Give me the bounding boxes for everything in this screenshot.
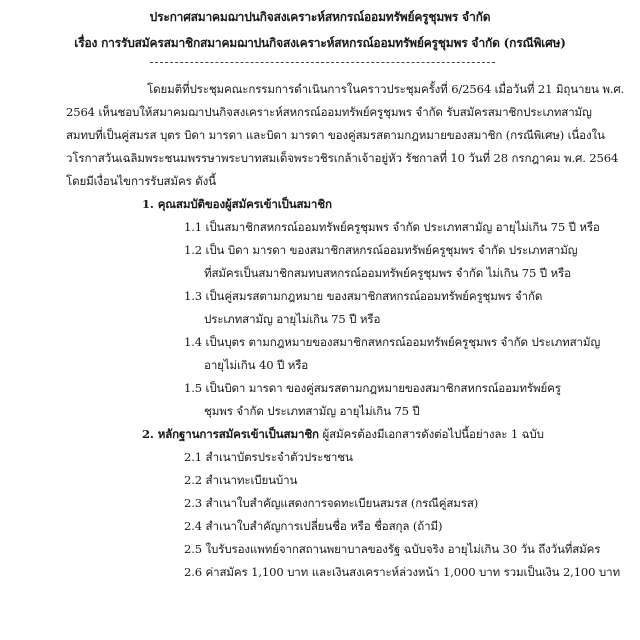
section-1-item-2: 1.2 เป็น บิดา มารดา ของสมาชิกสหกรณ์ออมทรัพย์ครูชุมพร จำกัด ประเภทสามัญ — [184, 243, 578, 257]
section-2-heading — [142, 427, 544, 441]
section-2-heading-rest: ผู้สมัครต้องมีเอกสารดังต่อไปนี้อย่างละ 1 ฉบับ — [318, 427, 544, 441]
section-1-heading: 1. คุณสมบัติของผู้สมัครเข้าเป็นสมาชิก — [142, 197, 332, 211]
section-2-item-1: 2.1 สำเนาบัตรประจำตัวประชาชน — [184, 450, 353, 464]
section-1-item-3-cont: ประเภทสามัญ อายุไม่เกิน 75 ปี หรือ — [204, 312, 381, 326]
announcement-subject: เรื่อง การรับสมัครสมาชิกสมาคมฌาปนกิจสงเคราะห์สหกรณ์ออมทรัพย์ครูชุมพร จำกัด (กรณีพิเศษ) — [74, 36, 566, 50]
header-divider — [150, 62, 495, 63]
section-2-item-2: 2.2 สำเนาทะเบียนบ้าน — [184, 473, 298, 487]
section-2-item-6: 2.6 ค่าสมัคร 1,100 บาท และเงินสงเคราะห์ล่วงหน้า 1,000 บาท รวมเป็นเงิน 2,100 บาท — [184, 565, 620, 579]
section-2-item-4: 2.4 สำเนาใบสำคัญการเปลี่ยนชื่อ หรือ ชื่อสกุล (ถ้ามี) — [184, 519, 443, 533]
section-2-heading-bold: 2. หลักฐานการสมัครเข้าเป็นสมาชิก — [142, 427, 319, 441]
intro-paragraph-line-5: โดยมีเงื่อนไขการรับสมัคร ดังนี้ — [66, 174, 216, 188]
section-2-item-3: 2.3 สำเนาใบสำคัญแสดงการจดทะเบียนสมรส (กรณีคู่สมรส) — [184, 496, 479, 510]
intro-paragraph-line-1: โดยมติที่ประชุมคณะกรรมการดำเนินการในคราวประชุมครั้งที่ 6/2564 เมื่อวันที่ 21 มิถุนายน พ.ศ. — [147, 82, 625, 96]
section-1-item-4: 1.4 เป็นบุตร ตามกฎหมายของสมาชิกสหกรณ์ออมทรัพย์ครูชุมพร จำกัด ประเภทสามัญ — [184, 335, 601, 349]
intro-paragraph-line-4: วโรกาสวันเฉลิมพระชนมพรรษาพระบาทสมเด็จพระวชิรเกล้าเจ้าอยู่หัว รัชกาลที่ 10 วันที่ 28 กรกฎาคม พ.ศ. 2564 — [66, 151, 619, 165]
section-1-item-2-cont: ที่สมัครเป็นสมาชิกสมทบสหกรณ์ออมทรัพย์ครูชุมพร จำกัด ไม่เกิน 75 ปี หรือ — [204, 266, 571, 280]
intro-paragraph-line-2: 2564 เห็นชอบให้สมาคมฌาปนกิจสงเคราะห์สหกรณ์ออมทรัพย์ครูชุมพร จำกัด รับสมัครสมาชิกประเภทสามัญ — [66, 105, 592, 119]
section-1-item-4-cont: อายุไม่เกิน 40 ปี หรือ — [204, 358, 309, 372]
announcement-title: ประกาศสมาคมฌาปนกิจสงเคราะห์สหกรณ์ออมทรัพย์ครูชุมพร จำกัด — [149, 10, 491, 24]
section-1-item-5-cont: ชุมพร จำกัด ประเภทสามัญ อายุไม่เกิน 75 ปี — [204, 404, 420, 418]
section-2-item-5: 2.5 ใบรับรองแพทย์จากสถานพยาบาลของรัฐ ฉบับจริง อายุไม่เกิน 30 วัน ถึงวันที่สมัคร — [184, 542, 601, 556]
section-1-item-5: 1.5 เป็นบิดา มารดา ของคู่สมรสตามกฎหมายของสมาชิกสหกรณ์ออมทรัพย์ครู — [184, 381, 561, 395]
intro-paragraph-line-3: สมทบที่เป็นคู่สมรส บุตร บิดา มารดา และบิดา มารดา ของคู่สมรสตามกฎหมายของสมาชิก (กรณีพิเศษ) เนื่องใน — [66, 128, 605, 142]
section-1-item-1: 1.1 เป็นสมาชิกสหกรณ์ออมทรัพย์ครูชุมพร จำกัด ประเภทสามัญ อายุไม่เกิน 75 ปี หรือ — [184, 220, 600, 234]
section-1-item-3: 1.3 เป็นคู่สมรสตามกฎหมาย ของสมาชิกสหกรณ์ออมทรัพย์ครูชุมพร จำกัด — [184, 289, 543, 303]
